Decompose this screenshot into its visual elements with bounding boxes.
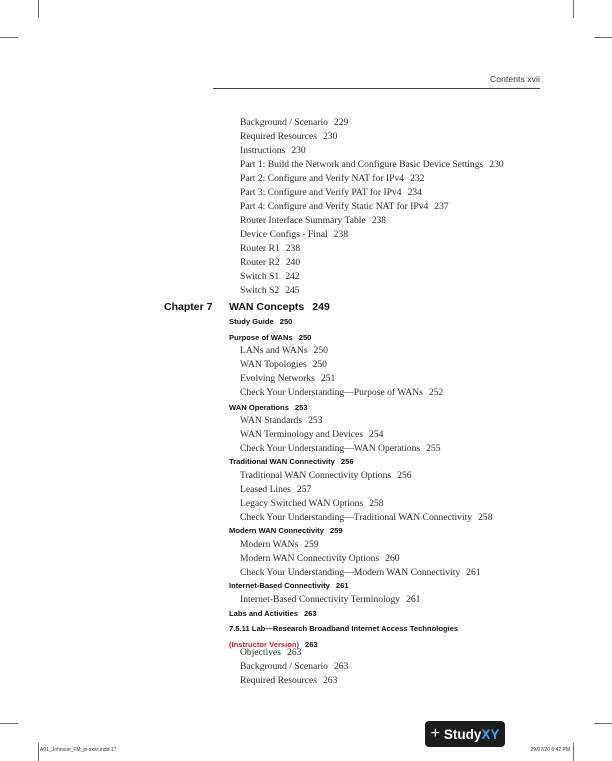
section-heading: Traditional WAN Connectivity 256 <box>229 457 354 466</box>
running-header: Contents xvii <box>490 74 540 84</box>
toc-entry: Check Your Understanding—Purpose of WANs 252 <box>240 387 444 398</box>
toc-entry: Evolving Networks 251 <box>240 373 336 384</box>
toc-entry: Part 1: Build the Network and Configure Basic Device Settings 230 <box>240 159 504 170</box>
header-rule <box>213 88 540 89</box>
toc-entry: Background / Scenario 229 <box>240 117 349 128</box>
toc-entry: Traditional WAN Connectivity Options 256 <box>240 470 412 481</box>
crop-mark <box>573 743 574 761</box>
toc-entry: Objectives 263 <box>240 647 302 658</box>
toc-entry: Internet-Based Connectivity Terminology 261 <box>240 594 421 605</box>
section-heading: Labs and Activities 263 <box>229 609 317 618</box>
plus-icon: + <box>430 725 440 742</box>
toc-entry: Router Interface Summary Table 238 <box>240 215 387 226</box>
toc-entry: Background / Scenario 263 <box>240 661 349 672</box>
section-heading: WAN Operations 253 <box>229 403 308 412</box>
toc-entry: Leased Lines 257 <box>240 484 312 495</box>
chapter-label: Chapter 7 <box>164 301 213 313</box>
crop-mark <box>0 37 18 38</box>
toc-entry: Check Your Understanding—Traditional WAN Connectivity 258 <box>240 512 493 523</box>
toc-entry: Switch S1 242 <box>240 271 300 282</box>
toc-entry: Modern WANs 259 <box>240 539 319 550</box>
toc-entry: Legacy Switched WAN Options 258 <box>240 498 384 509</box>
section-heading: Study Guide 250 <box>229 317 293 326</box>
toc-entry: Device Configs - Final 238 <box>240 229 349 240</box>
crop-mark <box>0 723 18 724</box>
crop-mark <box>573 0 574 18</box>
toc-entry: Modern WAN Connectivity Options 260 <box>240 553 400 564</box>
lab-title: 7.5.11 Lab—Research Broadband Internet Access Technologies <box>229 624 459 633</box>
toc-entry: Part 2: Configure and Verify NAT for IPv4 232 <box>240 173 425 184</box>
lab-version: (Instructor Version) 263 <box>229 640 318 649</box>
crop-mark <box>594 37 612 38</box>
toc-entry: WAN Topologies 250 <box>240 359 327 370</box>
toc-entry: LANs and WANs 250 <box>240 345 328 356</box>
toc-entry: WAN Standards 253 <box>240 415 323 426</box>
crop-mark <box>38 0 39 18</box>
toc-entry: Required Resources 263 <box>240 675 338 686</box>
toc-entry: WAN Terminology and Devices 254 <box>240 429 384 440</box>
toc-entry: Required Resources 230 <box>240 131 338 142</box>
logo-word: StudyXY <box>443 726 500 742</box>
section-heading: Internet-Based Connectivity 261 <box>229 581 349 590</box>
chapter-title: WAN Concepts 249 <box>229 301 330 313</box>
crop-mark <box>38 743 39 761</box>
toc-entry: Router R2 240 <box>240 257 301 268</box>
toc-entry: Part 4: Configure and Verify Static NAT for IPv4 237 <box>240 201 449 212</box>
studyxy-logo <box>425 721 505 747</box>
crop-mark <box>594 723 612 724</box>
footer-timestamp: 29/07/20 6:42 PM <box>530 747 570 753</box>
toc-entry: Part 3: Configure and Verify PAT for IPv4 234 <box>240 187 422 198</box>
toc-entry: Check Your Understanding—WAN Operations 255 <box>240 443 441 454</box>
toc-entry: Switch S2 245 <box>240 285 300 296</box>
section-heading: Purpose of WANs 250 <box>229 333 312 342</box>
toc-entry: Instructions 230 <box>240 145 306 156</box>
toc-entry: Router R1 238 <box>240 243 301 254</box>
section-heading: Modern WAN Connectivity 259 <box>229 526 343 535</box>
footer-file: A01_Johnson_FM_pi-xxxii.indd 17 <box>40 747 117 753</box>
toc-entry: Check Your Understanding—Modern WAN Connectivity 261 <box>240 567 481 578</box>
